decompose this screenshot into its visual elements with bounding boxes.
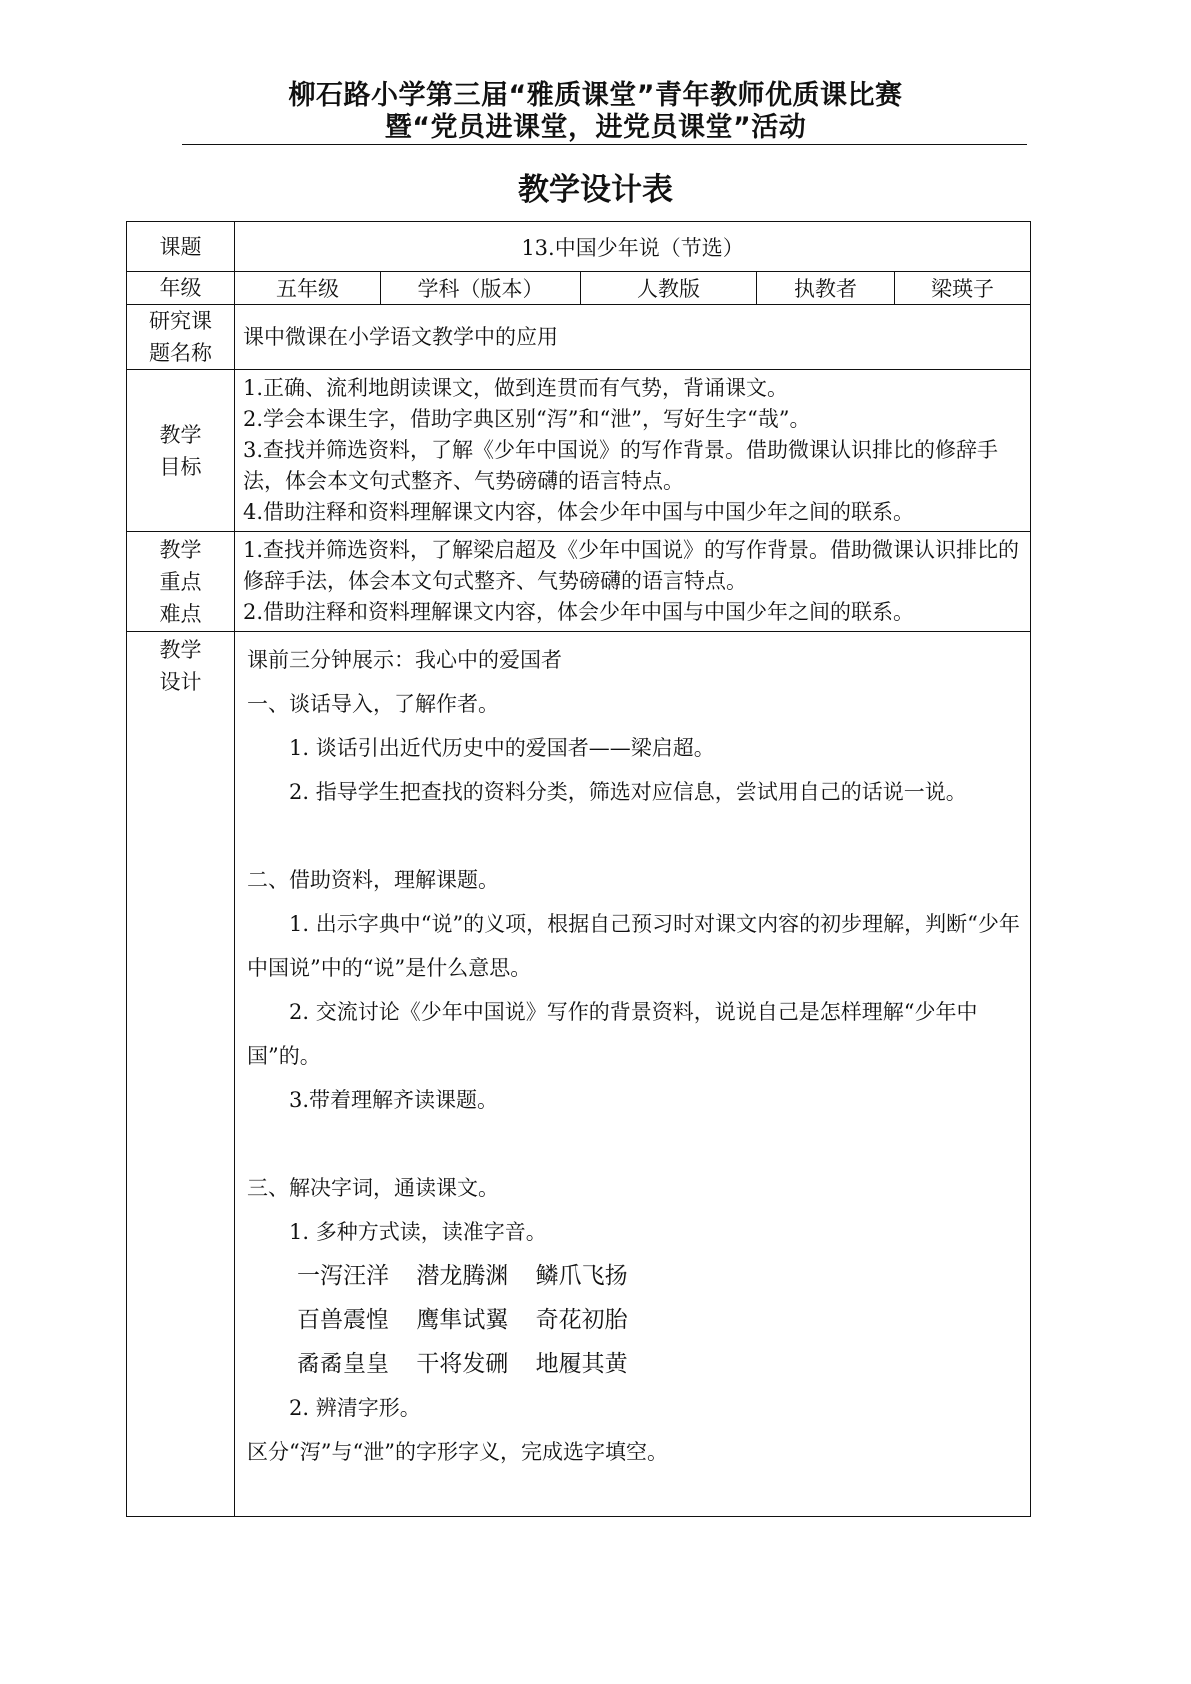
key-points-content	[235, 532, 1031, 632]
row-key-points	[127, 532, 1031, 632]
key-points-label	[127, 532, 235, 632]
goals-label-line-2: 目标	[159, 454, 202, 479]
word-row-2	[297, 1298, 1022, 1342]
header-rule	[182, 144, 1027, 145]
word: 鳞爪飞扬	[535, 1263, 628, 1289]
section-2-item-2: 2. 交流讨论《少年中国说》写作的背景资料，说说自己是怎样理解“少年中国”的。	[247, 1000, 978, 1068]
word: 干将发硎	[416, 1351, 509, 1377]
goals-label	[127, 370, 235, 532]
goal-item: 4.借助注释和资料理解课文内容，体会少年中国与中国少年之间的联系。	[243, 500, 915, 524]
header-line-2: 暨“党员进课堂，进党员课堂”活动	[384, 112, 807, 143]
word: 奇花初胎	[535, 1307, 628, 1333]
teacher-label: 执教者	[757, 272, 895, 305]
word-row-1	[297, 1254, 1022, 1298]
section-2-title: 二、借助资料，理解课题。	[247, 868, 499, 892]
section-1-item-2: 2. 指导学生把查找的资料分类，筛选对应信息，尝试用自己的话说一说。	[289, 780, 967, 804]
word: 鹰隼试翼	[416, 1307, 509, 1333]
row-design	[127, 632, 1031, 1517]
section-1-title: 一、谈话导入，了解作者。	[247, 692, 499, 716]
word: 地履其黄	[535, 1351, 628, 1377]
word: 潜龙腾渊	[416, 1263, 509, 1289]
word-row-3	[297, 1342, 1022, 1386]
key-point-item: 1.查找并筛选资料，了解梁启超及《少年中国说》的写作背景。借助微课认识排比的修辞手法，体会本文句式整齐、气势磅礴的语言特点。	[243, 538, 1020, 593]
design-pre: 课前三分钟展示：我心中的爱国者	[247, 648, 562, 672]
key-point-item: 2.借助注释和资料理解课文内容，体会少年中国与中国少年之间的联系。	[243, 600, 915, 624]
research-label	[127, 305, 235, 370]
goals-content	[235, 370, 1031, 532]
key-label-line-1: 教学	[159, 537, 202, 562]
research-label-line-1: 研究课	[149, 309, 212, 333]
goal-item: 3.查找并筛选资料，了解《少年中国说》的写作背景。借助微课认识排比的修辞手法，体会本文句式整齐、气势磅礴的语言特点。	[243, 438, 999, 493]
topic-value: 13.中国少年说（节选）	[235, 222, 1031, 272]
row-research	[127, 305, 1031, 370]
document-title: 教学设计表	[518, 172, 673, 208]
research-label-line-2: 题名称	[149, 341, 212, 365]
row-goals	[127, 370, 1031, 532]
key-label-line-3: 难点	[159, 601, 202, 626]
section-3-item-2: 2. 辨清字形。	[289, 1396, 421, 1420]
header-line-1: 柳石路小学第三届“雅质课堂”青年教师优质课比赛	[288, 80, 903, 111]
research-value: 课中微课在小学语文教学中的应用	[235, 305, 1031, 370]
design-content	[235, 632, 1031, 1517]
spacer	[247, 1122, 1022, 1166]
key-label-line-2: 重点	[159, 569, 202, 594]
word: 矞矞皇皇	[297, 1351, 389, 1377]
teacher-value: 梁瑛子	[895, 272, 1031, 305]
section-3-item-1: 1. 多种方式读，读准字音。	[289, 1220, 547, 1244]
row-topic	[127, 222, 1031, 272]
goal-item: 2.学会本课生字，借助字典区别“泻”和“泄”，写好生字“哉”。	[243, 407, 811, 431]
spacer	[247, 814, 1022, 858]
section-1-item-1: 1. 谈话引出近代历史中的爱国者——梁启超。	[289, 736, 715, 760]
design-label-line-1: 教学	[159, 638, 202, 662]
goals-label-line-1: 教学	[159, 422, 202, 447]
section-2-item-1: 1. 出示字典中“说”的义项，根据自己预习时对课文内容的初步理解，判断“少年中国说”中的“说”是什么意思。	[247, 912, 1020, 980]
design-label	[127, 632, 235, 1517]
subject-label: 学科（版本）	[381, 272, 581, 305]
section-2-item-3: 3.带着理解齐读课题。	[289, 1088, 499, 1112]
section-3-title: 三、解决字词，通读课文。	[247, 1176, 499, 1200]
teaching-design-table	[126, 221, 1031, 1517]
design-label-line-2: 设计	[159, 670, 202, 694]
goal-item: 1.正确、流利地朗读课文，做到连贯而有气势，背诵课文。	[243, 376, 789, 400]
topic-label: 课题	[127, 222, 235, 272]
word: 一泻汪洋	[297, 1263, 389, 1289]
word: 百兽震惶	[297, 1307, 389, 1333]
section-3-item-3: 区分“泻”与“泄”的字形字义，完成选字填空。	[247, 1440, 668, 1464]
row-grade	[127, 272, 1031, 305]
grade-label: 年级	[127, 272, 235, 305]
grade-value: 五年级	[235, 272, 381, 305]
subject-value: 人教版	[581, 272, 757, 305]
